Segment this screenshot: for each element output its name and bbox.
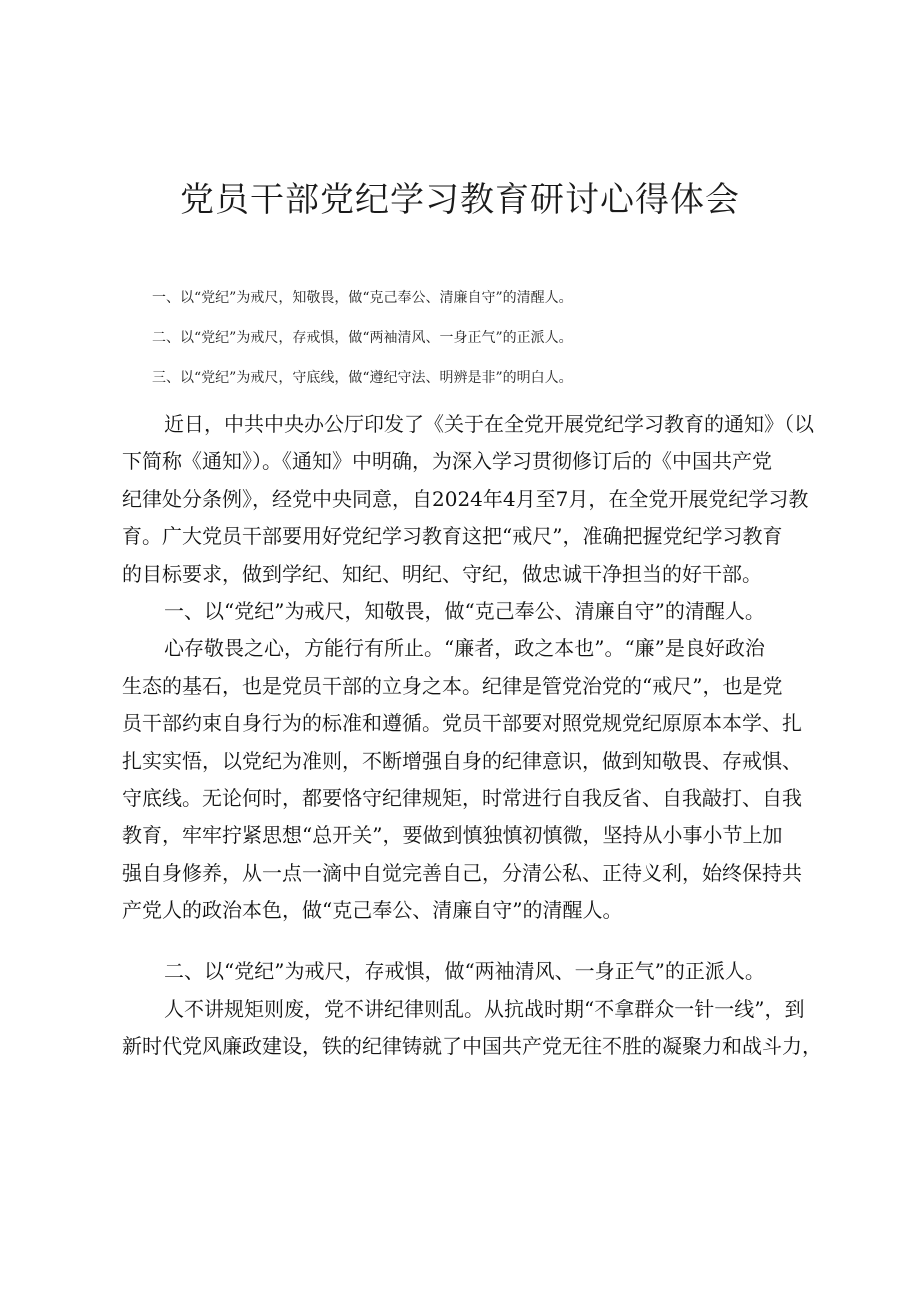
section-heading-1: 一、以“党纪”为戒尺，知敬畏，做“克己奉公、清廉自守”的清醒人。 [164,598,765,623]
text-line: 近日，中共中央办公厅印发了《关于在全党开展党纪学习教育的通知》（以 [164,412,814,436]
text-line: 育。广大党员干部要用好党纪学习教育这把“戒尺”，准确把握党纪学习教育 [122,524,783,549]
text-line: 守底线。无论何时，都要恪守纪律规矩，时常进行自我反省、自我敲打、自我 [122,785,802,810]
outline-item: 三、以“党纪”为戒尺，守底线，做“遵纪守法、明辨是非”的明白人。 [152,370,573,386]
text-line: 扎实实悟，以党纪为准则，不断增强自身的纪律意识，做到知敬畏、存戒惧、 [122,748,802,773]
text-line: 的目标要求，做到学纪、知纪、明纪、守纪，做忠诚干净担当的好干部。 [122,561,762,586]
section-heading-2: 二、以“党纪”为戒尺，存戒惧，做“两袖清风、一身正气”的正派人。 [164,959,765,984]
text-line: 教育，牢牢拧紧思想“总开关”，要做到慎独慎初慎微，坚持从小事小节上加 [122,823,783,848]
paragraph-intro [122,410,822,597]
outline-item: 一、以“党纪”为戒尺，知敬畏，做“克己奉公、清廉自守”的清醒人。 [152,290,573,306]
paragraph-section-1 [122,634,822,933]
text-line: 生态的基石，也是党员干部的立身之本。纪律是管党治党的“戒尺”，也是党 [122,673,783,698]
paragraph-section-2 [122,995,822,1070]
text-line: 纪律处分条例》，经党中央同意，自2024年4月至7月，在全党开展党纪学习教 [122,486,809,511]
spacer [122,933,822,957]
text-line: 下简称《通知》）。《通知》中明确，为深入学习贯彻修订后的《中国共产党 [122,449,772,474]
text-line: 产党人的政治本色，做“克己奉公、清廉自守”的清醒人。 [122,898,623,923]
text-line: 人不讲规矩则废，党不讲纪律则乱。从抗战时期“不拿群众一针一线”，到 [164,996,805,1021]
text-line: 员干部约束自身行为的标准和遵循。党员干部要对照党规党纪原原本本学、扎 [122,711,802,736]
document-title: 党员干部党纪学习教育研讨心得体会 [180,180,740,220]
text-line: 心存敬畏之心，方能行有所止。“廉者，政之本也”。“廉”是良好政治 [164,636,765,661]
document-body [122,410,822,1070]
text-line: 强自身修养，从一点一滴中自觉完善自己，分清公私、正待义利，始终保持共 [122,860,802,885]
outline [152,288,852,408]
outline-item: 二、以“党纪”为戒尺，存戒惧，做“两袖清风、一身正气”的正派人。 [152,330,573,346]
text-line: 新时代党风廉政建设，铁的纪律铸就了中国共产党无往不胜的凝聚力和战斗力， [122,1034,822,1059]
